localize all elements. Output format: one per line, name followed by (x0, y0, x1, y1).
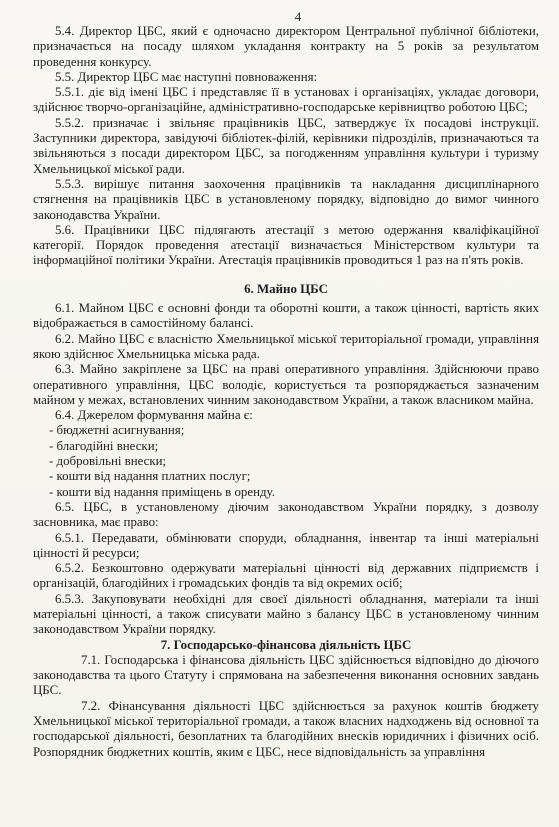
paragraph-7-2: 7.2. Фінансування діяльності ЦБС здійснюється за рахунок коштів бюджету Хмельницької міської територіальної громади, а також власних надходжень від основної та господарської діяльності, безоплатних та благодійних внесків юридичних і фізичних осіб. Розпорядник бюджетних коштів, яким є ЦБС, несе відповідальність за управління (33, 698, 539, 759)
page-number: 4 (294, 9, 302, 24)
section-heading-6: 6. Майно ЦБС (244, 281, 328, 296)
paragraph-6-1: 6.1. Майном ЦБС є основні фонди та оборотні кошти, а також цінності, вартість яких відображається в самостійному балансі. (33, 301, 539, 331)
paragraph-6-3: 6.3. Майно закріплене за ЦБС на праві оперативного управління. Здійснюючи право оперативного управління, ЦБС володіє, користується та розпоряджається зазначеним майном у межах, встановлених чинним законодавством України, а також власником майна. (33, 362, 539, 407)
paragraph-6-5: 6.5. ЦБС, в установленому діючим законодавством України порядку, з дозволу засновника, має право: (33, 499, 539, 530)
paragraph-5-6: 5.6. Працівники ЦБС підлягають атестації з метою одержання кваліфікаційної категорії. Порядок проведення атестації визначається Міністерством культури та інформаційної політики України. Атестація працівників проводиться 1 раз на п'ять років. (33, 222, 539, 268)
list-item: - кошти від надання платних послуг; (49, 469, 251, 484)
paragraph-6-5-1: 6.5.1. Передавати, обмінювати споруди, обладнання, інвентар та інші матеріальні цінності й ресурси; (33, 530, 539, 560)
paragraph-7-1: 7.1. Господарська і фінансова діяльність ЦБС здійснюється відповідно до діючого законодавства та цього Статуту і спрямована на забезпечення виконання основних завдань ЦБС. (33, 652, 539, 698)
list-item: - бюджетні асигнування; (49, 423, 185, 438)
paragraph-5-5-1: 5.5.1. діє від імені ЦБС і представляє її в установах і організаціях, укладає договори, здійснює творчо-організаційне, адміністративно-господарське керівництво роботою ЦБС; (33, 85, 539, 115)
paragraph-5-5-2: 5.5.2. призначає і звільняє працівників ЦБС, затверджує їх посадові інструкції. Заступники директора, завідуючі бібліотек-філій, керівники підрозділів, призначаються та звільняються з посади директором ЦБС, за погодженням управління культури і туризму Хмельницької міської ради. (33, 115, 539, 176)
paragraph-6-5-3: 6.5.3. Закуповувати необхідні для своєї діяльності обладнання, матеріали та інші матеріальні цінності, а також списувати майно з балансу ЦБС в установленому чинним законодавством України порядку. (33, 591, 539, 637)
paragraph-5-5: 5.5. Директор ЦБС має наступні повноваження: (55, 69, 318, 84)
paragraph-6-2: 6.2. Майно ЦБС є власністю Хмельницької міської територіальної громади, управління якою здійснює Хмельницька міська рада. (33, 331, 539, 361)
list-item: - благодійні внески; (49, 438, 159, 453)
document-body (33, 24, 539, 760)
paragraph-6-4: 6.4. Джерелом формування майна є: (55, 408, 253, 423)
list-item: - добровільні внески; (49, 454, 167, 469)
section-heading-7: 7. Господарсько-фінансова діяльність ЦБС (160, 637, 412, 652)
list-item: - кошти від надання приміщень в оренду. (49, 484, 275, 499)
paragraph-5-4: 5.4. Директор ЦБС, який є одночасно директором Центральної публічної бібліотеки, призначається на посаду шляхом укладання контракту на 5 років за результатом проведення конкурсу. (33, 24, 539, 69)
paragraph-6-5-2: 6.5.2. Безкоштовно одержувати матеріальні цінності від державних підприємств і організацій, благодійних і громадських фондів та від окремих осіб; (33, 561, 539, 591)
paragraph-5-5-3: 5.5.3. вирішує питання заохочення працівників та накладання дисциплінарного стягнення на працівників ЦБС в установленому порядку, відповідно до вимог чинного законодавства України. (33, 176, 539, 222)
